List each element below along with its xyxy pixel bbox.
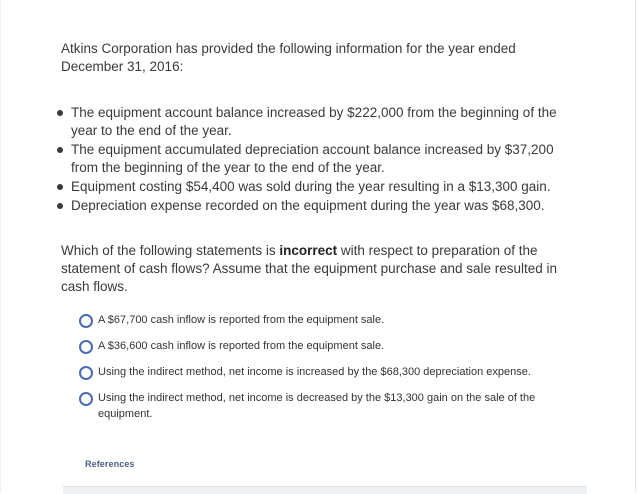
question-line-1 <box>61 242 621 260</box>
bullet-icon <box>57 110 63 116</box>
question-line-3: cash flows. <box>61 279 128 294</box>
radio-button-icon[interactable] <box>79 366 93 380</box>
radio-button-icon[interactable] <box>79 314 93 328</box>
fact-line-2: from the beginning of the year to the end of the year. <box>71 160 385 175</box>
answer-option-3[interactable] <box>79 364 599 380</box>
fact-line-2: year to the end of the year. <box>71 123 232 138</box>
answer-option-1[interactable] <box>79 312 599 328</box>
answer-option-label <box>98 364 531 380</box>
question-emphasis: incorrect <box>279 243 338 258</box>
bullet-icon <box>57 147 63 153</box>
intro-line-1: Atkins Corporation has provided the following information for the year ended <box>61 41 516 56</box>
fact-line-1: Depreciation expense recorded on the equipment during the year was $68,300. <box>71 198 545 213</box>
intro-line-2: December 31, 2016: <box>61 59 184 74</box>
bullet-icon <box>57 203 63 209</box>
fact-item <box>55 178 620 196</box>
option-line-2: equipment. <box>98 408 153 420</box>
fact-item <box>55 197 620 215</box>
question-line-2: statement of cash flows? Assume that the equipment purchase and sale resulted in <box>61 261 558 276</box>
fact-item <box>55 104 620 140</box>
answer-options <box>79 312 599 432</box>
option-line-1: A $36,600 cash inflow is reported from the equipment sale. <box>98 340 385 352</box>
option-line-1: A $67,700 cash inflow is reported from the equipment sale. <box>98 314 385 326</box>
intro-text <box>61 40 601 76</box>
answer-option-2[interactable] <box>79 338 599 354</box>
fact-item <box>55 141 620 177</box>
bullet-icon <box>57 184 63 190</box>
answer-option-label <box>98 390 535 422</box>
question-text <box>61 242 621 296</box>
question-after: with respect to preparation of the <box>337 243 538 258</box>
facts-list <box>55 104 620 216</box>
question-before: Which of the following statements is <box>61 243 280 258</box>
answer-option-label <box>98 312 384 328</box>
radio-button-icon[interactable] <box>79 392 93 406</box>
option-line-1: Using the indirect method, net income is decreased by the $13,300 gain on the sale of the <box>98 392 536 404</box>
radio-button-icon[interactable] <box>79 340 93 354</box>
fact-line-1: The equipment accumulated depreciation account balance increased by $37,200 <box>71 142 554 157</box>
fact-line-1: Equipment costing $54,400 was sold during the year resulting in a $13,300 gain. <box>71 179 551 194</box>
fact-line-1: The equipment account balance increased by $222,000 from the beginning of the <box>71 105 557 120</box>
option-line-1: Using the indirect method, net income is increased by the $68,300 depreciation expense. <box>98 366 531 378</box>
references-link[interactable]: References <box>85 459 135 469</box>
answer-option-label <box>98 338 384 354</box>
answer-option-4[interactable] <box>79 390 599 422</box>
